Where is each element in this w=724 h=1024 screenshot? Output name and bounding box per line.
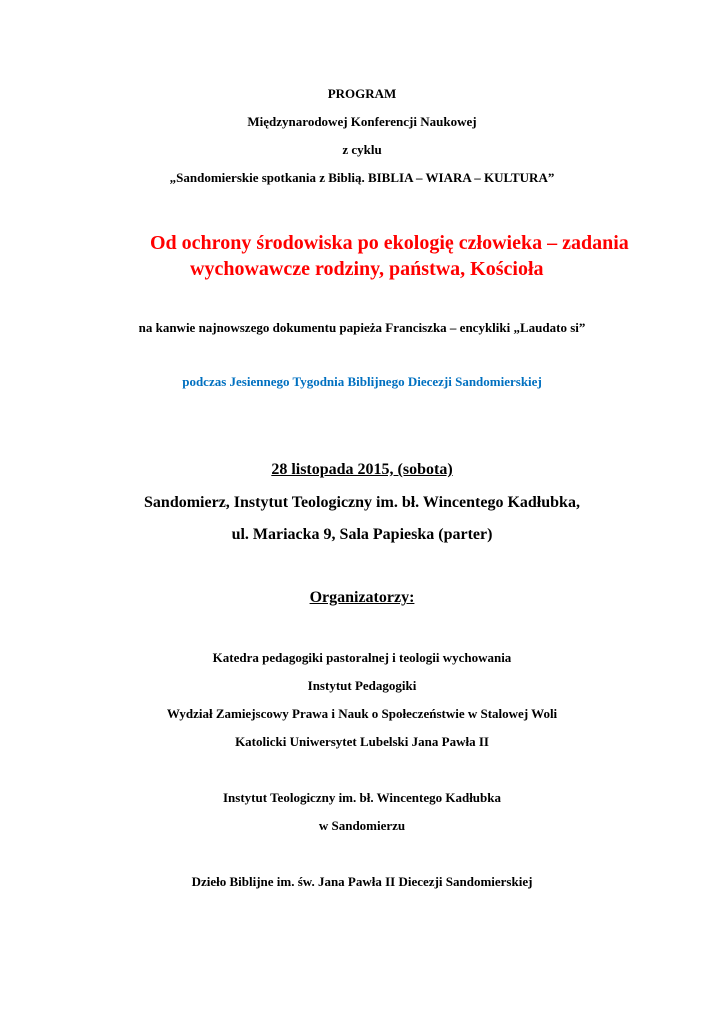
cycle-prefix: z cyklu — [342, 142, 382, 157]
organizer-item: Katedra pedagogiki pastoralnej i teologii wychowania — [212, 650, 512, 665]
organizer-item: Wydział Zamiejscowy Prawa i Nauk o Społeczeństwie w Stalowej Woli — [166, 706, 558, 721]
event-date: 28 listopada 2015, (sobota) — [271, 461, 453, 478]
organizer-item: w Sandomierzu — [318, 818, 406, 833]
organizers-heading: Organizatorzy: — [309, 589, 415, 606]
organizer-item: Instytut Pedagogiki — [307, 678, 417, 693]
title-line-2: wychowawcze rodziny, państwa, Kościoła — [190, 258, 544, 280]
event-place-line-2: ul. Mariacka 9, Sala Papieska (parter) — [231, 526, 493, 543]
organizer-item: Dzieło Biblijne im. św. Jana Pawła II Diecezji Sandomierskiej — [191, 874, 533, 889]
event-place-line-1: Sandomierz, Instytut Teologiczny im. bł. Wincentego Kadłubka, — [144, 494, 580, 511]
title-line-1: Od ochrony środowiska po ekologię człowieka – zadania — [150, 232, 629, 254]
subtitle: na kanwie najnowszego dokumentu papieża Franciszka – encykliki „Laudato si” — [138, 320, 586, 335]
conference-name: Międzynarodowej Konferencji Naukowej — [247, 114, 477, 129]
occasion: podczas Jesiennego Tygodnia Biblijnego Diecezji Sandomierskiej — [182, 374, 542, 389]
cycle-name: „Sandomierskie spotkania z Biblią. BIBLIA – WIARA – KULTURA” — [169, 170, 555, 185]
organizer-item: Katolicki Uniwersytet Lubelski Jana Pawła II — [235, 734, 489, 749]
organizer-item: Instytut Teologiczny im. bł. Wincentego Kadłubka — [223, 790, 501, 805]
program-label: PROGRAM — [327, 86, 397, 101]
